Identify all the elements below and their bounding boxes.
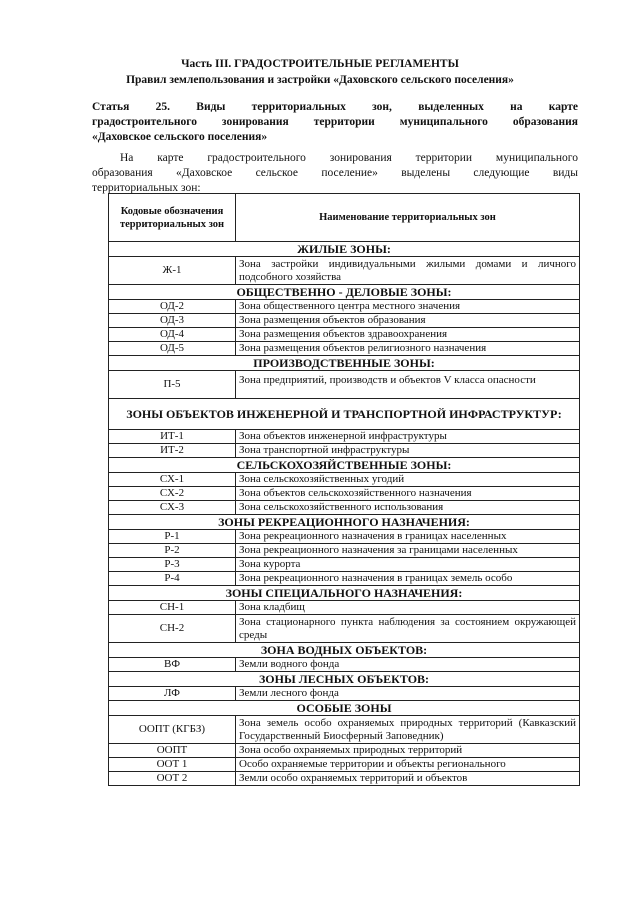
article-title-line: Статья 25. Виды территориальных зон, выделенных на карте (92, 101, 578, 113)
zone-code: П-5 (109, 371, 236, 399)
table-row (109, 758, 580, 772)
zone-code: ИТ-2 (109, 444, 236, 458)
section-title: СЕЛЬСКОХОЗЯЙСТВЕННЫЕ ЗОНЫ: (109, 458, 580, 473)
section-title: ПРОИЗВОДСТВЕННЫЕ ЗОНЫ: (109, 356, 580, 371)
zone-name: Зона застройки индивидуальными жилыми домами и личного подсобного хозяйства (239, 257, 576, 283)
zone-code: Р-2 (109, 544, 236, 558)
table-row (109, 314, 580, 328)
zone-code: ОД-5 (109, 342, 236, 356)
table-row (109, 572, 580, 586)
zone-code: ООТ 1 (109, 758, 236, 772)
section-title: ЖИЛЫЕ ЗОНЫ: (109, 242, 580, 257)
zone-code: ИТ-1 (109, 430, 236, 444)
zone-name-cell (236, 758, 580, 772)
zone-name: Зона земель особо охраняемых природных территорий (Кавказский Государственный Биосферный Заповедник) (239, 716, 576, 742)
section-title: ОСОБЫЕ ЗОНЫ (109, 701, 580, 716)
table-row (109, 744, 580, 758)
zone-code: Ж-1 (109, 257, 236, 285)
name-column-header: Наименование территориальных зон (236, 194, 580, 242)
zone-name: Земли особо охраняемых территорий и объектов (239, 772, 468, 784)
table-row (109, 601, 580, 615)
zone-code: СХ-1 (109, 473, 236, 487)
section-title: ЗОНЫ ЛЕСНЫХ ОБЪЕКТОВ: (109, 672, 580, 687)
intro-line: образования «Даховское сельское поселение» выделены следующие виды (92, 167, 578, 179)
intro-line: На карте градостроительного зонирования территории муниципального (120, 152, 578, 164)
zone-name: Зона транспортной инфраструктуры (239, 444, 410, 456)
zone-name: Зона кладбищ (239, 601, 305, 613)
intro-paragraph (92, 151, 578, 196)
zone-code: СХ-3 (109, 501, 236, 515)
table-header-row (109, 194, 580, 242)
zone-name: Зона общественного центра местного значения (239, 300, 461, 312)
section-title: ЗОНЫ ОБЪЕКТОВ ИНЖЕНЕРНОЙ И ТРАНСПОРТНОЙ ИНФРАСТРУКТУР: (109, 399, 580, 430)
zone-name-cell (236, 300, 580, 314)
zone-code: ООПТ (109, 744, 236, 758)
zone-code: ООПТ (КГБЗ) (109, 716, 236, 744)
zone-name-cell (236, 342, 580, 356)
zone-code: ОД-2 (109, 300, 236, 314)
zone-name: Зона объектов инженерной инфраструктуры (239, 430, 447, 442)
section-title: ЗОНА ВОДНЫХ ОБЪЕКТОВ: (109, 643, 580, 658)
table-row (109, 430, 580, 444)
zone-code: ОД-4 (109, 328, 236, 342)
zone-name-cell (236, 558, 580, 572)
part-title: Часть III. ГРАДОСТРОИТЕЛЬНЫЕ РЕГЛАМЕНТЫ (181, 58, 459, 70)
table-row (109, 300, 580, 314)
zone-name-cell (236, 371, 580, 399)
section-header-row (109, 285, 580, 300)
zone-name: Зона стационарного пункта наблюдения за состоянием окружающей среды (239, 615, 576, 641)
section-header-row (109, 515, 580, 530)
zone-code: СН-1 (109, 601, 236, 615)
table-row (109, 257, 580, 285)
section-header-row (109, 701, 580, 716)
zones-table-body (109, 242, 580, 786)
section-title: ЗОНЫ РЕКРЕАЦИОННОГО НАЗНАЧЕНИЯ: (109, 515, 580, 530)
zone-name-cell (236, 257, 580, 285)
table-row (109, 658, 580, 672)
zone-name-cell (236, 601, 580, 615)
table-row (109, 687, 580, 701)
intro-line: территориальных зон: (92, 182, 201, 194)
zone-name: Земли лесного фонда (239, 687, 339, 699)
zone-name-cell (236, 430, 580, 444)
article-title-line: градостроительного зонирования территории муниципального образования (92, 116, 578, 128)
table-row (109, 716, 580, 744)
zone-code: ВФ (109, 658, 236, 672)
zone-name: Зона сельскохозяйственных угодий (239, 473, 405, 485)
zone-name: Зона размещения объектов образования (239, 314, 426, 326)
zone-name-cell (236, 615, 580, 643)
zone-name-cell (236, 530, 580, 544)
table-row (109, 772, 580, 786)
table-row (109, 371, 580, 399)
zone-code: СХ-2 (109, 487, 236, 501)
table-row (109, 487, 580, 501)
table-row (109, 444, 580, 458)
zone-code: ЛФ (109, 687, 236, 701)
zone-code: Р-4 (109, 572, 236, 586)
zone-name: Зона курорта (239, 558, 301, 570)
table-row (109, 342, 580, 356)
table-row (109, 558, 580, 572)
zone-name: Зона рекреационного назначения за границами населенных (239, 544, 518, 556)
zone-name: Земли водного фонда (239, 658, 340, 670)
zone-name-cell (236, 328, 580, 342)
zone-code: Р-3 (109, 558, 236, 572)
zone-name-cell (236, 314, 580, 328)
section-header-row (109, 672, 580, 687)
section-title: ЗОНЫ СПЕЦИАЛЬНОГО НАЗНАЧЕНИЯ: (109, 586, 580, 601)
zone-name-cell (236, 544, 580, 558)
section-header-row (109, 586, 580, 601)
table-row (109, 501, 580, 515)
section-header-row (109, 242, 580, 257)
zone-code: ОД-3 (109, 314, 236, 328)
zone-name-cell (236, 487, 580, 501)
zone-name-cell (236, 687, 580, 701)
section-header-row (109, 399, 580, 430)
table-row (109, 328, 580, 342)
rules-subtitle: Правил землепользования и застройки «Даховского сельского поселения» (126, 74, 514, 86)
zone-code: СН-2 (109, 615, 236, 643)
table-row (109, 530, 580, 544)
zone-name-cell (236, 572, 580, 586)
article-title (92, 100, 578, 145)
zone-name: Зона размещения объектов здравоохранения (239, 328, 448, 340)
table-row (109, 615, 580, 643)
zone-name: Зона рекреационного назначения в границах земель особо (239, 572, 513, 584)
zone-name-cell (236, 744, 580, 758)
code-column-header: Кодовые обозначения территориальных зон (109, 194, 236, 242)
zones-table (108, 193, 580, 786)
zone-name: Зона особо охраняемых природных территорий (239, 744, 463, 756)
zone-name: Зона сельскохозяйственного использования (239, 501, 444, 513)
section-title: ОБЩЕСТВЕННО - ДЕЛОВЫЕ ЗОНЫ: (109, 285, 580, 300)
section-header-row (109, 356, 580, 371)
zone-name-cell (236, 501, 580, 515)
table-row (109, 544, 580, 558)
zone-name: Зона размещения объектов религиозного назначения (239, 342, 487, 354)
zone-name-cell (236, 716, 580, 744)
article-title-line: «Даховское сельского поселения» (92, 131, 268, 143)
zone-code: Р-1 (109, 530, 236, 544)
zone-name-cell (236, 444, 580, 458)
zone-name: Особо охраняемые территории и объекты регионального (239, 758, 506, 770)
section-header-row (109, 643, 580, 658)
table-row (109, 473, 580, 487)
zone-name-cell (236, 772, 580, 786)
zone-name: Зона рекреационного назначения в границах населенных (239, 530, 507, 542)
zone-name: Зона объектов сельскохозяйственного назначения (239, 487, 472, 499)
section-header-row (109, 458, 580, 473)
zone-code: ООТ 2 (109, 772, 236, 786)
zone-name-cell (236, 473, 580, 487)
zone-name: Зона предприятий, производств и объектов V класса опасности (239, 373, 536, 386)
zone-name-cell (236, 658, 580, 672)
